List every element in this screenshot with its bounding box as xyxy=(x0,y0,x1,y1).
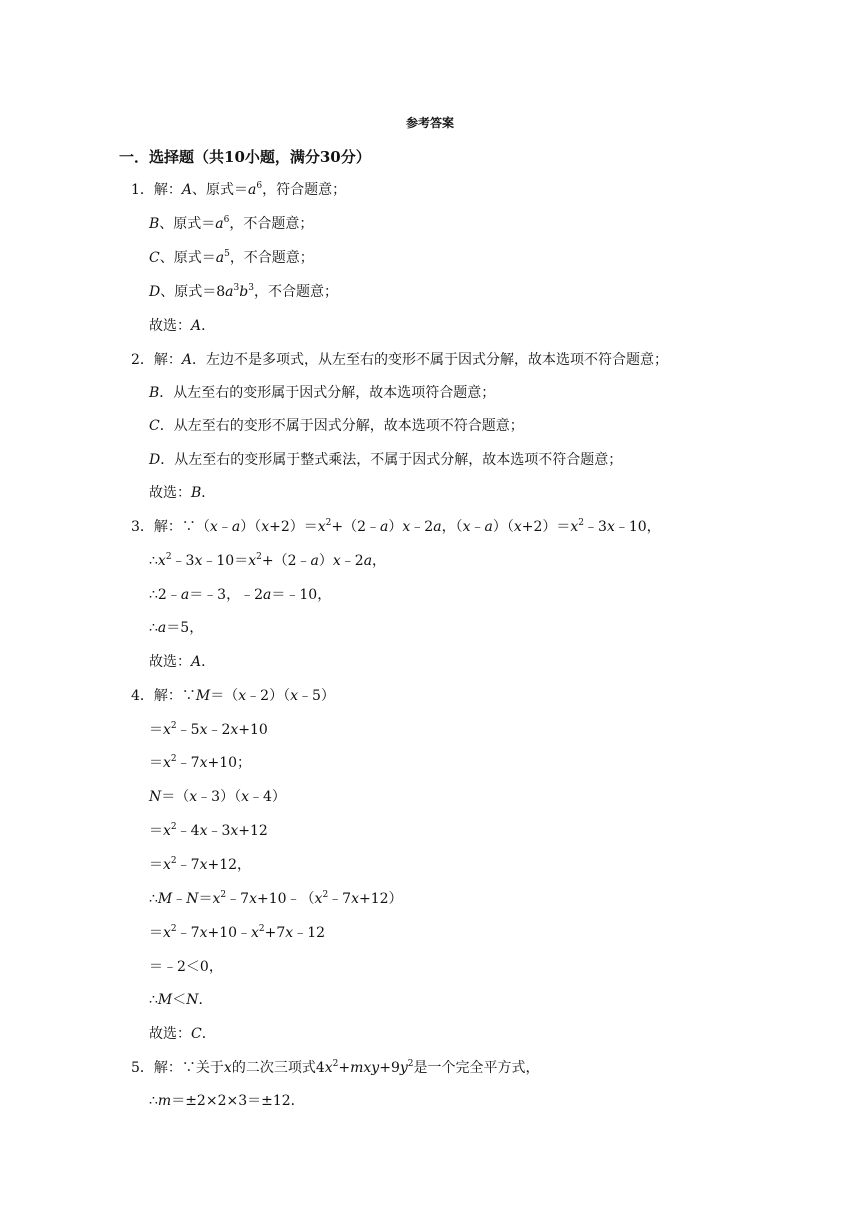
q4-line-3: $=x^2﹣7x+10$； xyxy=(149,754,252,771)
q2-line-4: D．从左至右的变形属于整式乘法，不属于因式分解，故本选项不符合题意； xyxy=(149,452,623,468)
q4-line-11: 故选：C． xyxy=(149,1026,216,1042)
section-heading: 一．选择题（共10小题，满分30分） xyxy=(119,148,371,166)
q4-line-10: ∴M＜N． xyxy=(149,992,213,1008)
q1-line-1: 1．解：A、原式$=a^6$，符合题意； xyxy=(131,181,347,198)
q2-line-1: 2．解：A．左边不是多项式，从左至右的变形不属于因式分解，故本选项不符合题意； xyxy=(131,352,669,368)
q3-line-1: 3．解：$\because(x﹣a)(x+2)=x^2+(2﹣a)x﹣2a$，$(x﹣a)(x+2)=x^2﹣3x﹣10$， xyxy=(131,518,661,535)
q5-line-1: 5．解：∵关于x的二次三项式$4x^2+mxy+9y^2$是一个完全平方式， xyxy=(131,1059,540,1076)
q3-line-3: ∴2﹣a＝﹣3，﹣2a＝﹣10， xyxy=(149,587,332,603)
q4-line-4: N＝（x﹣3）（x﹣4） xyxy=(149,789,286,805)
q2-line-2: B．从左至右的变形属于因式分解，故本选项符合题意； xyxy=(149,385,496,401)
q4-line-2: $=x^2﹣5x﹣2x+10$ xyxy=(149,721,268,738)
q4-line-1: 4．解：∵M＝（x﹣2）（x﹣5） xyxy=(131,688,335,704)
q3-line-5: 故选：A． xyxy=(149,654,216,670)
q4-line-9: ＝﹣2＜0， xyxy=(149,959,223,975)
q3-line-2: $\therefore x^2﹣3x﹣10=x^2+(2﹣a)x﹣2a$， xyxy=(149,552,387,569)
q4-line-8: $=x^2﹣7x+10﹣x^2+7x﹣12$ xyxy=(149,924,326,941)
q2-line-3: C．从左至右的变形不属于因式分解，故本选项不符合题意； xyxy=(149,418,524,434)
q1-line-4: D、原式$=8a^3b^3$，不合题意； xyxy=(149,283,338,300)
q1-line-2: B、原式$=a^6$，不合题意； xyxy=(149,215,314,232)
q1-line-5: 故选：A． xyxy=(149,318,216,334)
q4-line-6: $=x^2﹣7x+12$， xyxy=(149,856,252,873)
q4-line-7: $\therefore M﹣N=x^2﹣7x+10﹣(x^2﹣7x+12)$ xyxy=(149,890,403,907)
page-title: 参考答案 xyxy=(405,116,454,130)
q4-line-5: $=x^2﹣4x﹣3x+12$ xyxy=(149,822,268,839)
q1-line-3: C、原式$=a^5$，不合题意； xyxy=(149,249,314,266)
q3-line-4: ∴a＝5， xyxy=(149,620,204,636)
q2-line-5: 故选：B． xyxy=(149,485,216,501)
q5-line-2: ∴m＝±2×2×3＝±12． xyxy=(149,1093,305,1109)
